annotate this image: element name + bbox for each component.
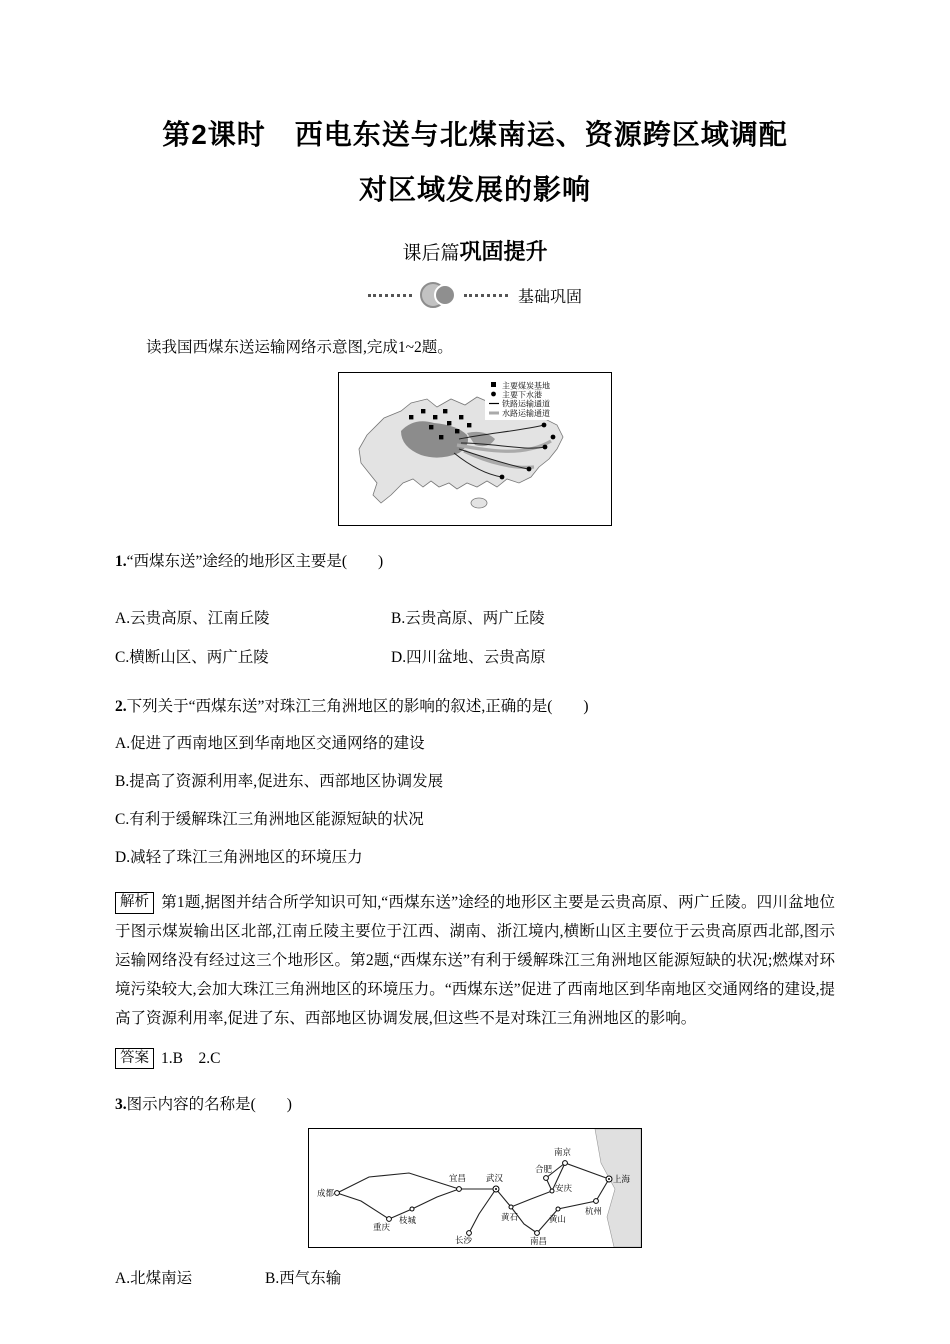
circle-dark xyxy=(434,284,456,306)
option-3a: A.北煤南运 xyxy=(115,1270,193,1288)
title-line-2: 对区域发展的影响 xyxy=(358,173,591,205)
city-labels xyxy=(317,1147,631,1246)
wuhan-inner-dot xyxy=(495,1188,497,1190)
option-1b: B.云贵高原、两广丘陵 xyxy=(391,610,545,628)
option-1d: D.四川盆地、云贵高原 xyxy=(391,649,546,667)
city-label-anqing: 安庆 xyxy=(555,1183,573,1194)
city-label-huangshan: 黄山 xyxy=(549,1214,567,1225)
city-label-shanghai: 上海 xyxy=(613,1174,631,1185)
question-2-number: 2. xyxy=(115,698,127,716)
city-label-changsha: 长沙 xyxy=(455,1235,473,1246)
legend-port-dot-icon xyxy=(491,392,496,397)
option-3b: B.西气东输 xyxy=(265,1270,342,1288)
answer-text: 1.B 2.C xyxy=(161,1049,221,1067)
question-1-options-row-1 xyxy=(115,605,835,632)
route-map xyxy=(308,1128,642,1248)
legend-label-rail: 铁路运输通道 xyxy=(502,399,550,409)
intro-text: 读我国西煤东送运输网络示意图,完成1~2题。 xyxy=(146,339,453,357)
section-heading xyxy=(115,235,835,266)
answer-label: 答案 xyxy=(115,1048,154,1070)
city-label-wuhan: 武汉 xyxy=(486,1173,504,1184)
option-1c: C.横断山区、两广丘陵 xyxy=(115,649,269,667)
option-2c: C.有利于缓解珠江三角洲地区能源短缺的状况 xyxy=(115,811,424,829)
question-3-options-row xyxy=(115,1266,835,1288)
subsection-divider xyxy=(115,282,835,308)
option-1a: A.云贵高原、江南丘陵 xyxy=(115,610,270,628)
hainan-island xyxy=(471,498,487,508)
city-label-nanchang: 南昌 xyxy=(530,1236,548,1247)
city-label-hefei: 合肥 xyxy=(535,1164,553,1175)
map1-svg xyxy=(339,373,611,525)
dotted-line-left xyxy=(368,294,412,297)
option-2d: D.减轻了珠江三角洲地区的环境压力 xyxy=(115,849,363,867)
legend-label-coal: 主要煤炭基地 xyxy=(502,381,550,391)
page-title xyxy=(115,108,835,217)
analysis-text: 第1题,据图并结合所学知识可知,“西煤东送”途经的地形区主要是云贵高原、两广丘陵。四川盆地位于图示煤炭输出区北部,江南丘陵主要位于江西、湖南、浙江境内,横断山区主要位于云贵高原西北部,图示运输网络没有经过这三个地形区。第2题,“西煤东送”有利于缓解珠江三角洲地区能源短缺的状况;燃煤对环境污染较大,会加大珠江三角洲地区的环境压力。“西煤东送”促进了西南地区到华南地区交通网络的建设,提高了资源利用率,促进了东、西部地区协调发展,但这些不是对珠江三角洲地区的影响。 xyxy=(115,894,835,1027)
city-label-hangzhou: 杭州 xyxy=(585,1206,603,1217)
option-2a: A.促进了西南地区到华南地区交通网络的建设 xyxy=(115,734,425,752)
city-label-zhicheng: 枝城 xyxy=(399,1215,417,1226)
legend-label-water: 水路运输通道 xyxy=(502,409,550,419)
subsection-label: 基础巩固 xyxy=(517,288,582,306)
question-1 xyxy=(115,548,835,575)
city-label-yichang: 宜昌 xyxy=(449,1173,467,1184)
option-2b: B.提高了资源利用率,促进东、西部地区协调发展 xyxy=(115,772,444,790)
sea-area xyxy=(595,1129,641,1247)
question-2 xyxy=(115,693,835,720)
question-1-options-row-2 xyxy=(115,644,835,671)
analysis-label: 解析 xyxy=(115,892,154,914)
legend-label-port: 主要下水港 xyxy=(502,390,542,400)
section-name: 巩固提升 xyxy=(459,239,548,265)
city-label-huangshi: 黄石 xyxy=(501,1212,519,1223)
section-prefix: 课后篇 xyxy=(402,243,460,265)
analysis-block xyxy=(115,889,835,1033)
circles-ornament-icon xyxy=(420,282,456,308)
shanghai-inner-dot xyxy=(608,1178,610,1180)
legend-coal-square-icon xyxy=(491,382,496,387)
city-label-nanjing: 南京 xyxy=(554,1147,572,1158)
answer-block xyxy=(115,1046,835,1070)
question-3-stem: 图示内容的名称是( ) xyxy=(126,1096,292,1114)
map2-svg xyxy=(309,1129,641,1247)
coal-transport-network-map xyxy=(338,372,612,526)
question-1-stem: “西煤东送”途经的地形区主要是( ) xyxy=(126,553,384,571)
title-line-1: 第2课时 西电东送与北煤南运、资源跨区域调配 xyxy=(162,119,788,150)
question-3 xyxy=(115,1091,835,1118)
city-label-chongqing: 重庆 xyxy=(373,1222,391,1233)
city-label-chengdu: 成都 xyxy=(317,1188,335,1199)
dotted-line-right xyxy=(464,294,508,297)
question-3-number: 3. xyxy=(115,1096,127,1114)
map1-legend xyxy=(485,378,607,420)
question-1-number: 1. xyxy=(115,553,127,571)
question-2-stem: 下列关于“西煤东送”对珠江三角洲地区的影响的叙述,正确的是( ) xyxy=(126,698,589,716)
